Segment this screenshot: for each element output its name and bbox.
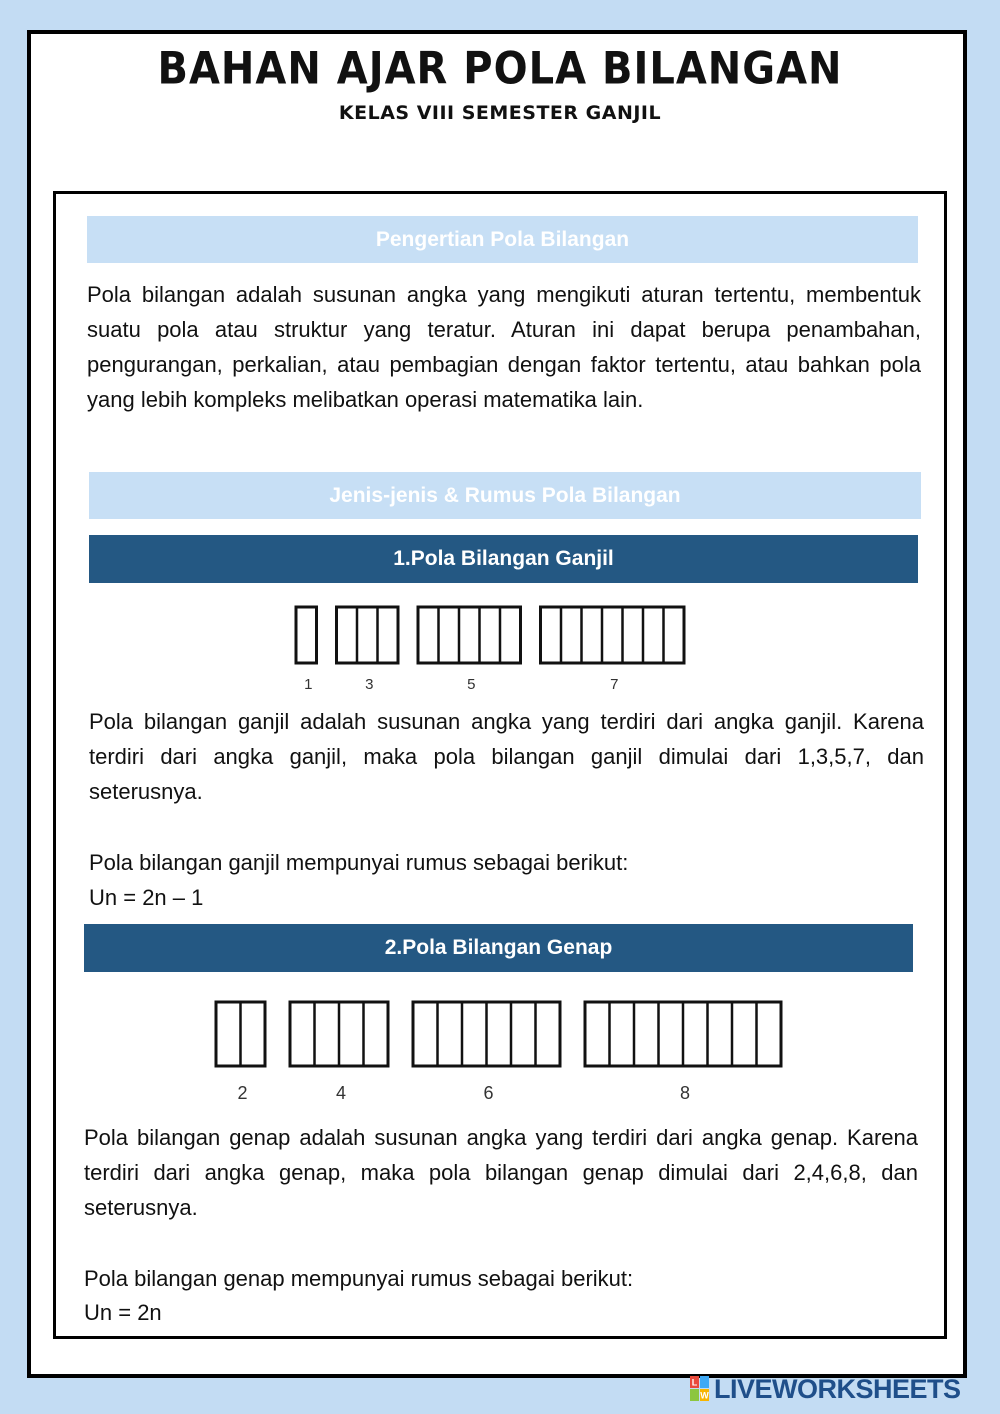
- section-heading-jenis: Jenis-jenis & Rumus Pola Bilangan: [89, 472, 921, 519]
- liveworksheets-brand: LIVEWORKSHEETS: [714, 1373, 961, 1404]
- page-subtitle: KELAS VIII SEMESTER GANJIL: [338, 102, 662, 124]
- genap-pattern-figure: [200, 998, 820, 1110]
- ganjil-box-5: [418, 607, 521, 663]
- ganjil-group-7: [541, 607, 685, 693]
- genap-label-6: 6: [483, 1083, 494, 1103]
- page-title: BAHAN AJAR POLA BILANGAN: [157, 43, 843, 95]
- liveworksheets-footer[interactable]: [690, 1374, 961, 1404]
- section-heading-genap: 2.Pola Bilangan Genap: [84, 924, 913, 972]
- section-heading-pengertian: Pengertian Pola Bilangan: [87, 216, 918, 263]
- liveworksheets-logo-icon: [690, 1376, 710, 1402]
- ganjil-rumus: Un = 2n – 1: [89, 885, 204, 910]
- ganjil-group-3: [337, 607, 399, 693]
- ganjil-group-5: [418, 607, 521, 693]
- genap-group-2: [216, 1002, 265, 1103]
- genap-rumus-intro: Pola bilangan genap mempunyai rumus sebagai berikut:: [84, 1266, 634, 1291]
- pengertian-paragraph: Pola bilangan adalah susunan angka yang mengikuti aturan tertentu, membentuk suatu pola atau struktur yang teratur. Aturan ini dapat berupa penambahan, pengurangan, perkalian, atau pembagian dengan faktor tertentu, atau bahkan pola yang lebih kompleks melibatkan operasi matematika lain.: [87, 282, 921, 412]
- svg-text:L: L: [691, 1377, 698, 1388]
- svg-text:W: W: [700, 1390, 709, 1401]
- ganjil-paragraph: Pola bilangan ganjil adalah susunan angka yang terdiri dari angka ganjil. Karena terdiri dari angka ganjil, maka pola bilangan ganjil dimulai dari 1,3,5,7, dan seterusnya.: [89, 709, 924, 804]
- genap-paragraph: Pola bilangan genap adalah susunan angka yang terdiri dari angka genap. Karena terdiri dari angka genap, maka pola bilangan genap dimulai dari 2,4,6,8, dan seterusnya.: [84, 1125, 918, 1220]
- genap-group-6: [413, 1002, 560, 1103]
- genap-group-8: [585, 1002, 781, 1103]
- ganjil-rumus-intro: Pola bilangan ganjil mempunyai rumus sebagai berikut:: [89, 850, 629, 875]
- ganjil-group-1: [296, 607, 317, 693]
- ganjil-label-1: 1: [304, 676, 313, 693]
- ganjil-box-3: [337, 607, 399, 663]
- ganjil-label-7: 7: [610, 676, 619, 693]
- ganjil-box-1: [296, 607, 317, 663]
- genap-label-4: 4: [335, 1083, 347, 1103]
- section-heading-ganjil: 1.Pola Bilangan Ganjil: [89, 535, 918, 583]
- genap-label-8: 8: [679, 1083, 691, 1103]
- genap-label-2: 2: [237, 1083, 248, 1103]
- ganjil-label-5: 5: [467, 676, 476, 693]
- genap-group-4: [290, 1002, 388, 1103]
- genap-rumus: Un = 2n: [84, 1300, 162, 1325]
- ganjil-label-3: 3: [365, 676, 374, 693]
- ganjil-pattern-figure: [280, 603, 700, 695]
